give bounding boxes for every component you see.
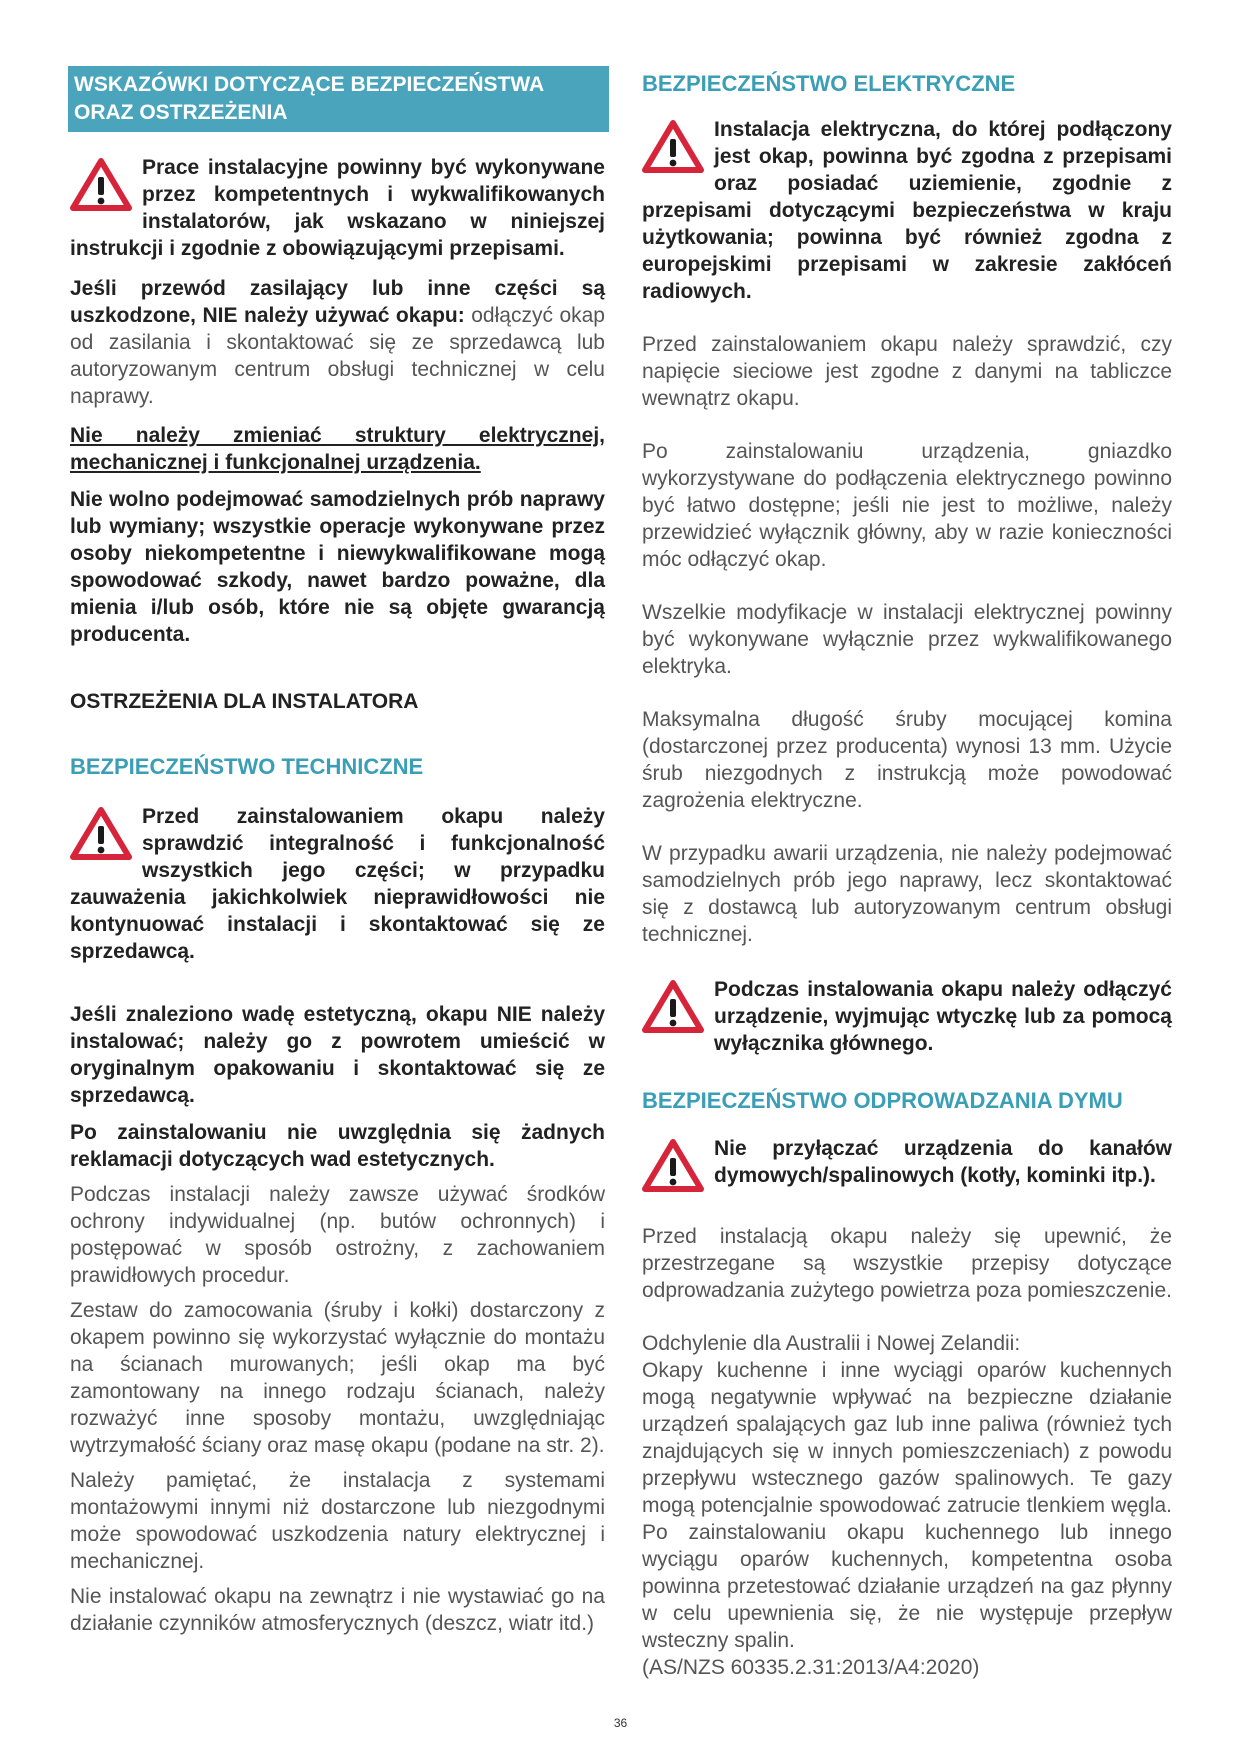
- paragraph-failure-repair: W przypadku awarii urządzenia, nie należy podejmować samodzielnych prób jego naprawy, lecz skontaktować się z dostawcą lub autoryzowanym centrum obsługi technicznej.: [642, 842, 1172, 946]
- warning-triangle-icon: [70, 807, 132, 861]
- left-column: [70, 66, 605, 1637]
- paragraph-other-mounting-systems: Należy pamiętać, że instalacja z systemami montażowymi innymi niż dostarczone lub niezgodnymi może spowodować uszkodzenia natury elektrycznej i mechanicznej.: [70, 1469, 605, 1573]
- damaged-cable-text: odłączyć okap od zasilania i skontaktować się ze sprzedawcą lub autoryzowanym centrum obsługi technicznej w celu naprawy.: [70, 304, 605, 408]
- warning-triangle-icon: [70, 158, 132, 212]
- paragraph-voltage-check: Przed zainstalowaniem okapu należy sprawdzić, czy napięcie sieciowe jest zgodne z danymi na tabliczce wewnątrz okapu.: [642, 333, 1172, 410]
- paragraph-au-nz-title: Odchylenie dla Australii i Nowej Zelandii:: [642, 1332, 1021, 1355]
- paragraph-no-outdoor-install: Nie instalować okapu na zewnątrz i nie wystawiać go na działanie czynników atmosferycznych (deszcz, wiatr itd.): [70, 1585, 605, 1635]
- paragraph-damaged-cable: [70, 275, 605, 410]
- technical-safety-heading: BEZPIECZEŃSTWO TECHNICZNE: [70, 754, 424, 779]
- paragraph-socket-access: Po zainstalowaniu urządzenia, gniazdko wykorzystywane do podłączenia elektrycznego powinno być łatwo dostępne; jeśli nie jest to możliwe, należy przewidzieć wyłącznik główny, aby w razie konieczności móc odłączyć okap.: [642, 440, 1172, 571]
- warning-text: Prace instalacyjne powinny być wykonywane przez kompetentnych i wykwalifikowanych instalatorów, jak wskazano w niniejszej instrukcji i zgodnie z obowiązującymi przepisami.: [70, 156, 605, 260]
- installer-warnings-heading: OSTRZEŻENIA DLA INSTALATORA: [70, 690, 419, 713]
- warning-block-disconnect: [642, 976, 1172, 1057]
- paragraph-mounting-kit: Zestaw do zamocowania (śruby i kołki) dostarczony z okapem powinno się wykorzystać wyłącznie do montażu na ścianach murowanych; jeśli okap ma być zamontowany na innego rodzaju ścianach, należy rozważyć inne sposoby montażu, uwzględniając wytrzymałość ściany oraz masę okapu (podane na str. 2).: [70, 1299, 605, 1457]
- paragraph-au-nz-body: Okapy kuchenne i inne wyciągi oparów kuchennych mogą negatywnie wpływać na bezpieczne działanie urządzeń spalających gaz lub inne paliwa (również tych znajdujących się w innych pomieszczeniach) z powodu przepływu wstecznego gazów spalinowych. Te gazy mogą potencjalnie spowodować zatrucie tlenkiem węgla. Po zainstalowaniu okapu kuchennego lub innego wyciągu oparów kuchennych, kompetentna osoba powinna przetestować działanie urządzeń na gaz płynny w celu upewnienia się, że nie występuje przepływ wsteczny spalin.: [642, 1359, 1172, 1652]
- warning-triangle-icon: [642, 1139, 704, 1193]
- warning-block-electrical: [642, 116, 1172, 305]
- paragraph-aesthetic-defect: Jeśli znaleziono wadę estetyczną, okapu NIE należy instalować; należy go z powrotem umieścić w oryginalnym opakowaniu i skontaktować się ze sprzedawcą.: [70, 1003, 605, 1107]
- warning-text: Podczas instalowania okapu należy odłączyć urządzenie, wyjmując wtyczkę lub za pomocą wyłącznika głównego.: [714, 978, 1172, 1055]
- paragraph-screw-length: Maksymalna długość śruby mocującej komina (dostarczonej przez producenta) wynosi 13 mm. Użycie śrub niezgodnych z instrukcją może powodować zagrożenia elektryczne.: [642, 708, 1172, 812]
- paragraph-no-complaints: Po zainstalowaniu nie uwzględnia się żadnych reklamacji dotyczących wad estetycznych.: [70, 1121, 605, 1171]
- paragraph-au-nz-ref: (AS/NZS 60335.2.31:2013/A4:2020): [642, 1656, 980, 1679]
- banner-line-1: WSKAZÓWKI DOTYCZĄCE BEZPIECZEŃSTWA: [74, 73, 545, 96]
- warning-block-check-parts: [70, 803, 605, 965]
- smoke-safety-heading: BEZPIECZEŃSTWO ODPROWADZANIA DYMU: [642, 1088, 1123, 1113]
- paragraph-exhaust-regulations: Przed instalacją okapu należy się upewnić, że przestrzegane są wszystkie przepisy dotyczące odprowadzania zużytego powietrza poza pomieszczenie.: [642, 1225, 1172, 1302]
- warning-text: Nie przyłączać urządzenia do kanałów dymowych/spalinowych (kotły, kominki itp.).: [714, 1137, 1172, 1187]
- warning-block-flue: [642, 1135, 1172, 1189]
- warning-triangle-icon: [642, 980, 704, 1034]
- damaged-cable-bold: Jeśli przewód zasilający lub inne części są uszkodzone, NIE należy używać okapu:: [70, 277, 605, 327]
- paragraph-do-not-modify: Nie należy zmieniać struktury elektrycznej, mechanicznej i funkcjonalnej urządzenia.: [70, 424, 605, 474]
- electrical-safety-heading: BEZPIECZEŃSTWO ELEKTRYCZNE: [642, 71, 1016, 96]
- safety-banner: [68, 66, 609, 132]
- warning-triangle-icon: [642, 120, 704, 174]
- page-number: 36: [613, 1716, 628, 1730]
- warning-block-installers: [70, 154, 605, 262]
- paragraph-no-self-repair: Nie wolno podejmować samodzielnych prób naprawy lub wymiany; wszystkie operacje wykonywane przez osoby niekompetentne i niewykwalifikowane mogą spowodować szkody, nawet bardzo poważne, dla mienia i/lub osób, które nie są objęte gwarancją producenta.: [70, 488, 605, 646]
- paragraph-protective-equipment: Podczas instalacji należy zawsze używać środków ochrony indywidualnej (np. butów ochronnych) i postępować w sposób ostrożny, z zachowaniem prawidłowych procedur.: [70, 1183, 605, 1287]
- warning-text: Przed zainstalowaniem okapu należy sprawdzić integralność i funkcjonalność wszystkich jego części; w przypadku zauważenia jakichkolwiek nieprawidłowości nie kontynuować instalacji i skontaktować się ze sprzedawcą.: [70, 805, 605, 963]
- banner-line-2: ORAZ OSTRZEŻENIA: [74, 101, 288, 124]
- paragraph-qualified-electrician: Wszelkie modyfikacje w instalacji elektrycznej powinny być wykonywane wyłącznie przez wykwalifikowanego elektryka.: [642, 601, 1172, 678]
- warning-text: Instalacja elektryczna, do której podłączony jest okap, powinna być zgodna z przepisami oraz posiadać uziemienie, zgodnie z przepisami dotyczącymi bezpieczeństwa w kraju użytkowania; powinna być również zgodna z europejskimi przepisami w zakresie zakłóceń radiowych.: [642, 118, 1172, 303]
- right-column: [642, 66, 1172, 1681]
